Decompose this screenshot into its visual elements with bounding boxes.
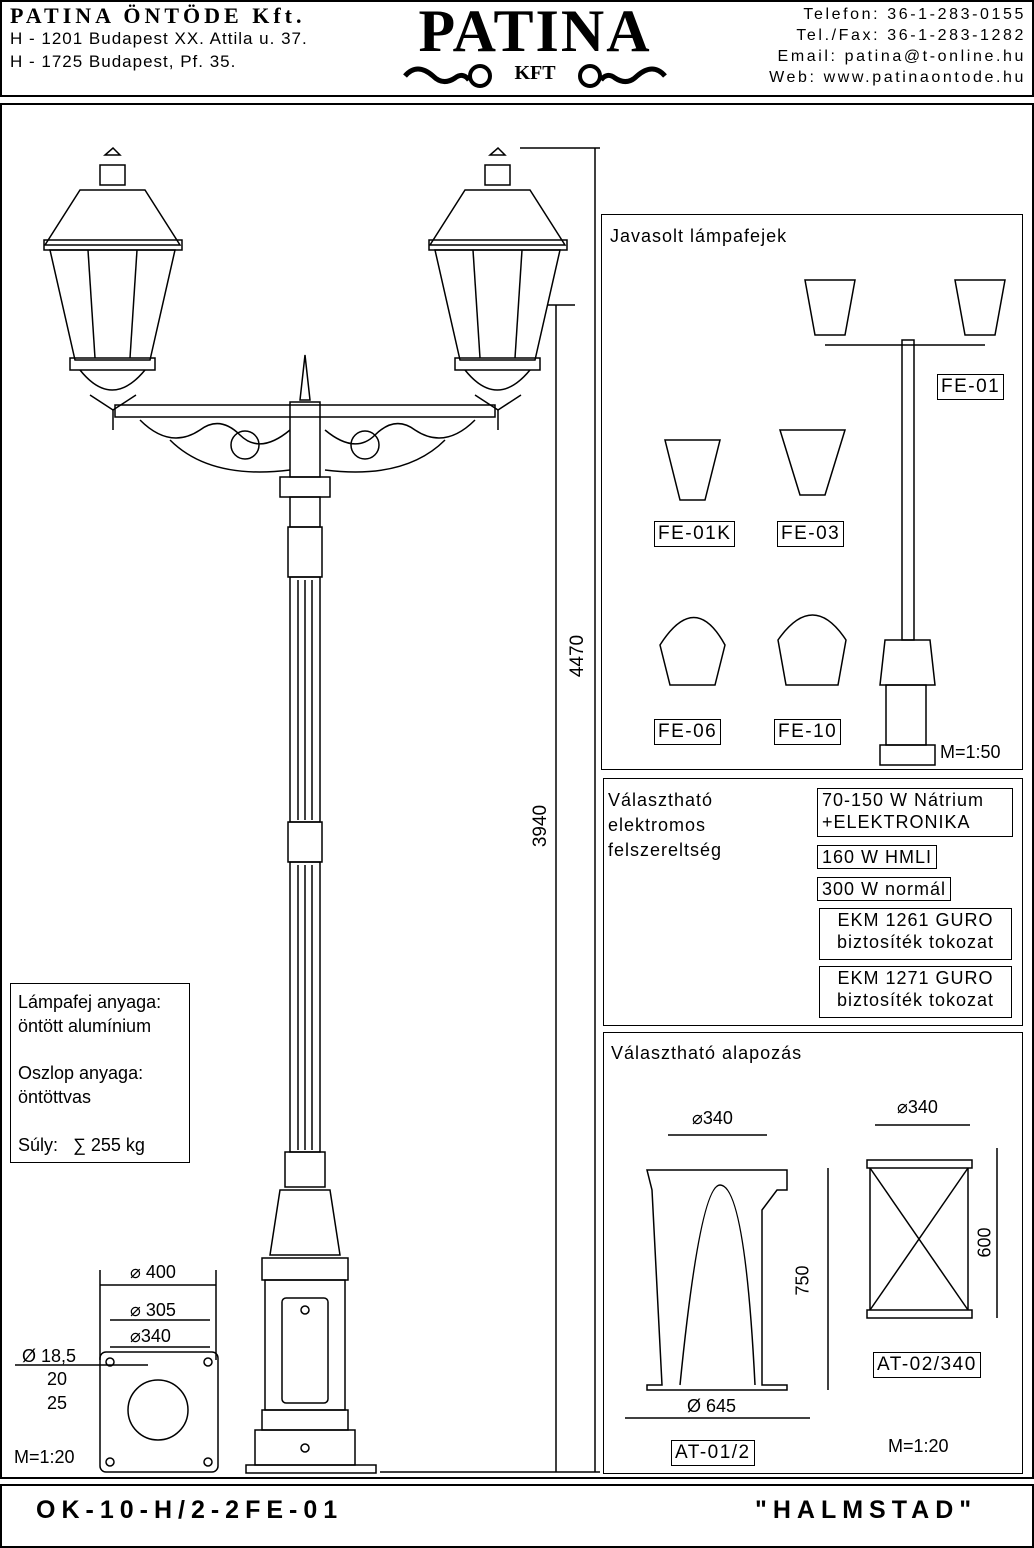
contact-web: Web: www.patinaontode.hu: [769, 69, 1026, 86]
option-ekm1261-l2: biztosíték tokozat: [836, 932, 995, 952]
at02-height-dim: 600: [974, 1227, 995, 1258]
base-diameter-340: ⌀340: [130, 1326, 171, 1346]
at02-top-value: 340: [907, 1097, 938, 1117]
base-diameter-305: ⌀ 305: [130, 1300, 176, 1320]
base-d340-value: 340: [140, 1326, 171, 1346]
product-code: OK-10-H/2-2FE-01: [36, 1496, 344, 1524]
contact-phone: Telefon: 36-1-283-0155: [803, 6, 1026, 23]
option-ekm1271-l1: EKM 1271 GURO: [837, 968, 994, 988]
company-address-1: H - 1201 Budapest XX. Attila u. 37.: [10, 29, 308, 48]
electrical-title-2: elektromos: [608, 815, 707, 835]
lamp-heads-title: Javasolt lámpafejek: [610, 226, 788, 246]
contact-fax: Tel./Fax: 36-1-283-1282: [796, 27, 1026, 44]
dimension-pole-height: 3940: [530, 804, 552, 848]
material-head-label: Lámpafej anyaga:: [18, 992, 162, 1012]
foundation-panel: [603, 1032, 1023, 1474]
pole-shaft: [246, 497, 600, 1473]
right-lamp-head: [429, 148, 567, 430]
at02-top-dim: ⌀340: [897, 1097, 938, 1117]
option-hmli: 160 W HMLI: [817, 845, 937, 869]
option-natrium-l2: +ELEKTRONIKA: [822, 812, 971, 832]
option-normal: 300 W normál: [817, 877, 951, 901]
at01-top-dim: ⌀340: [692, 1108, 733, 1128]
logo-kft: KFT: [514, 62, 556, 84]
base-d305-value: 305: [145, 1300, 176, 1320]
lamp-heads-scale: M=1:50: [940, 742, 1001, 762]
product-name: "HALMSTAD": [755, 1496, 978, 1524]
tag-at-02-340: AT-02/340: [873, 1352, 981, 1378]
foundation-scale: M=1:20: [888, 1436, 949, 1456]
base-diameter-400: ⌀ 400: [130, 1262, 176, 1282]
lamp-heads-panel: [601, 214, 1023, 770]
crossarm: [115, 355, 495, 497]
electrical-title-1: Választható: [608, 790, 714, 810]
base-plate-drawing: [15, 1270, 218, 1472]
option-ekm1261: [819, 908, 1012, 960]
electrical-title-3: felszereltség: [608, 840, 723, 860]
option-natrium: [817, 788, 1013, 837]
option-ekm1271: [819, 966, 1012, 1018]
tag-fe-01k: FE-01K: [654, 521, 735, 547]
at01-top-value: 340: [702, 1108, 733, 1128]
at01-bottom-dim: Ø 645: [687, 1396, 737, 1416]
logo-text: PATINA: [418, 0, 652, 64]
at01-height-dim: 750: [792, 1265, 813, 1296]
base-d400-value: 400: [145, 1262, 176, 1282]
bolt-dim-25: 25: [47, 1393, 68, 1413]
material-pole-label: Oszlop anyaga:: [18, 1063, 144, 1083]
bolt-diameter: Ø 18,5: [22, 1346, 77, 1366]
weight: Súly: ∑ 255 kg: [18, 1135, 145, 1155]
foundation-title: Választható alapozás: [611, 1043, 803, 1063]
tag-fe-10: FE-10: [774, 719, 841, 745]
tag-fe-01: FE-01: [937, 374, 1004, 400]
company-address-2: H - 1725 Budapest, Pf. 35.: [10, 52, 237, 71]
left-lamp-head: [44, 148, 182, 430]
tag-fe-03: FE-03: [777, 521, 844, 547]
tag-at-01-2: AT-01/2: [671, 1440, 755, 1466]
option-ekm1271-l2: biztosíték tokozat: [836, 990, 995, 1010]
material-pole-value: öntöttvas: [18, 1087, 92, 1107]
material-head-value: öntött alumínium: [18, 1016, 152, 1036]
option-ekm1261-l1: EKM 1261 GURO: [837, 910, 994, 930]
base-scale: M=1:20: [14, 1447, 75, 1467]
contact-email: Email: patina@t-online.hu: [777, 48, 1026, 65]
bolt-dim-20: 20: [47, 1369, 68, 1389]
option-natrium-l1: 70-150 W Nátrium: [822, 790, 985, 810]
company-name: PATINA ÖNTÖDE Kft.: [10, 3, 306, 28]
tag-fe-06: FE-06: [654, 719, 721, 745]
dimension-total-height: 4470: [567, 634, 589, 678]
